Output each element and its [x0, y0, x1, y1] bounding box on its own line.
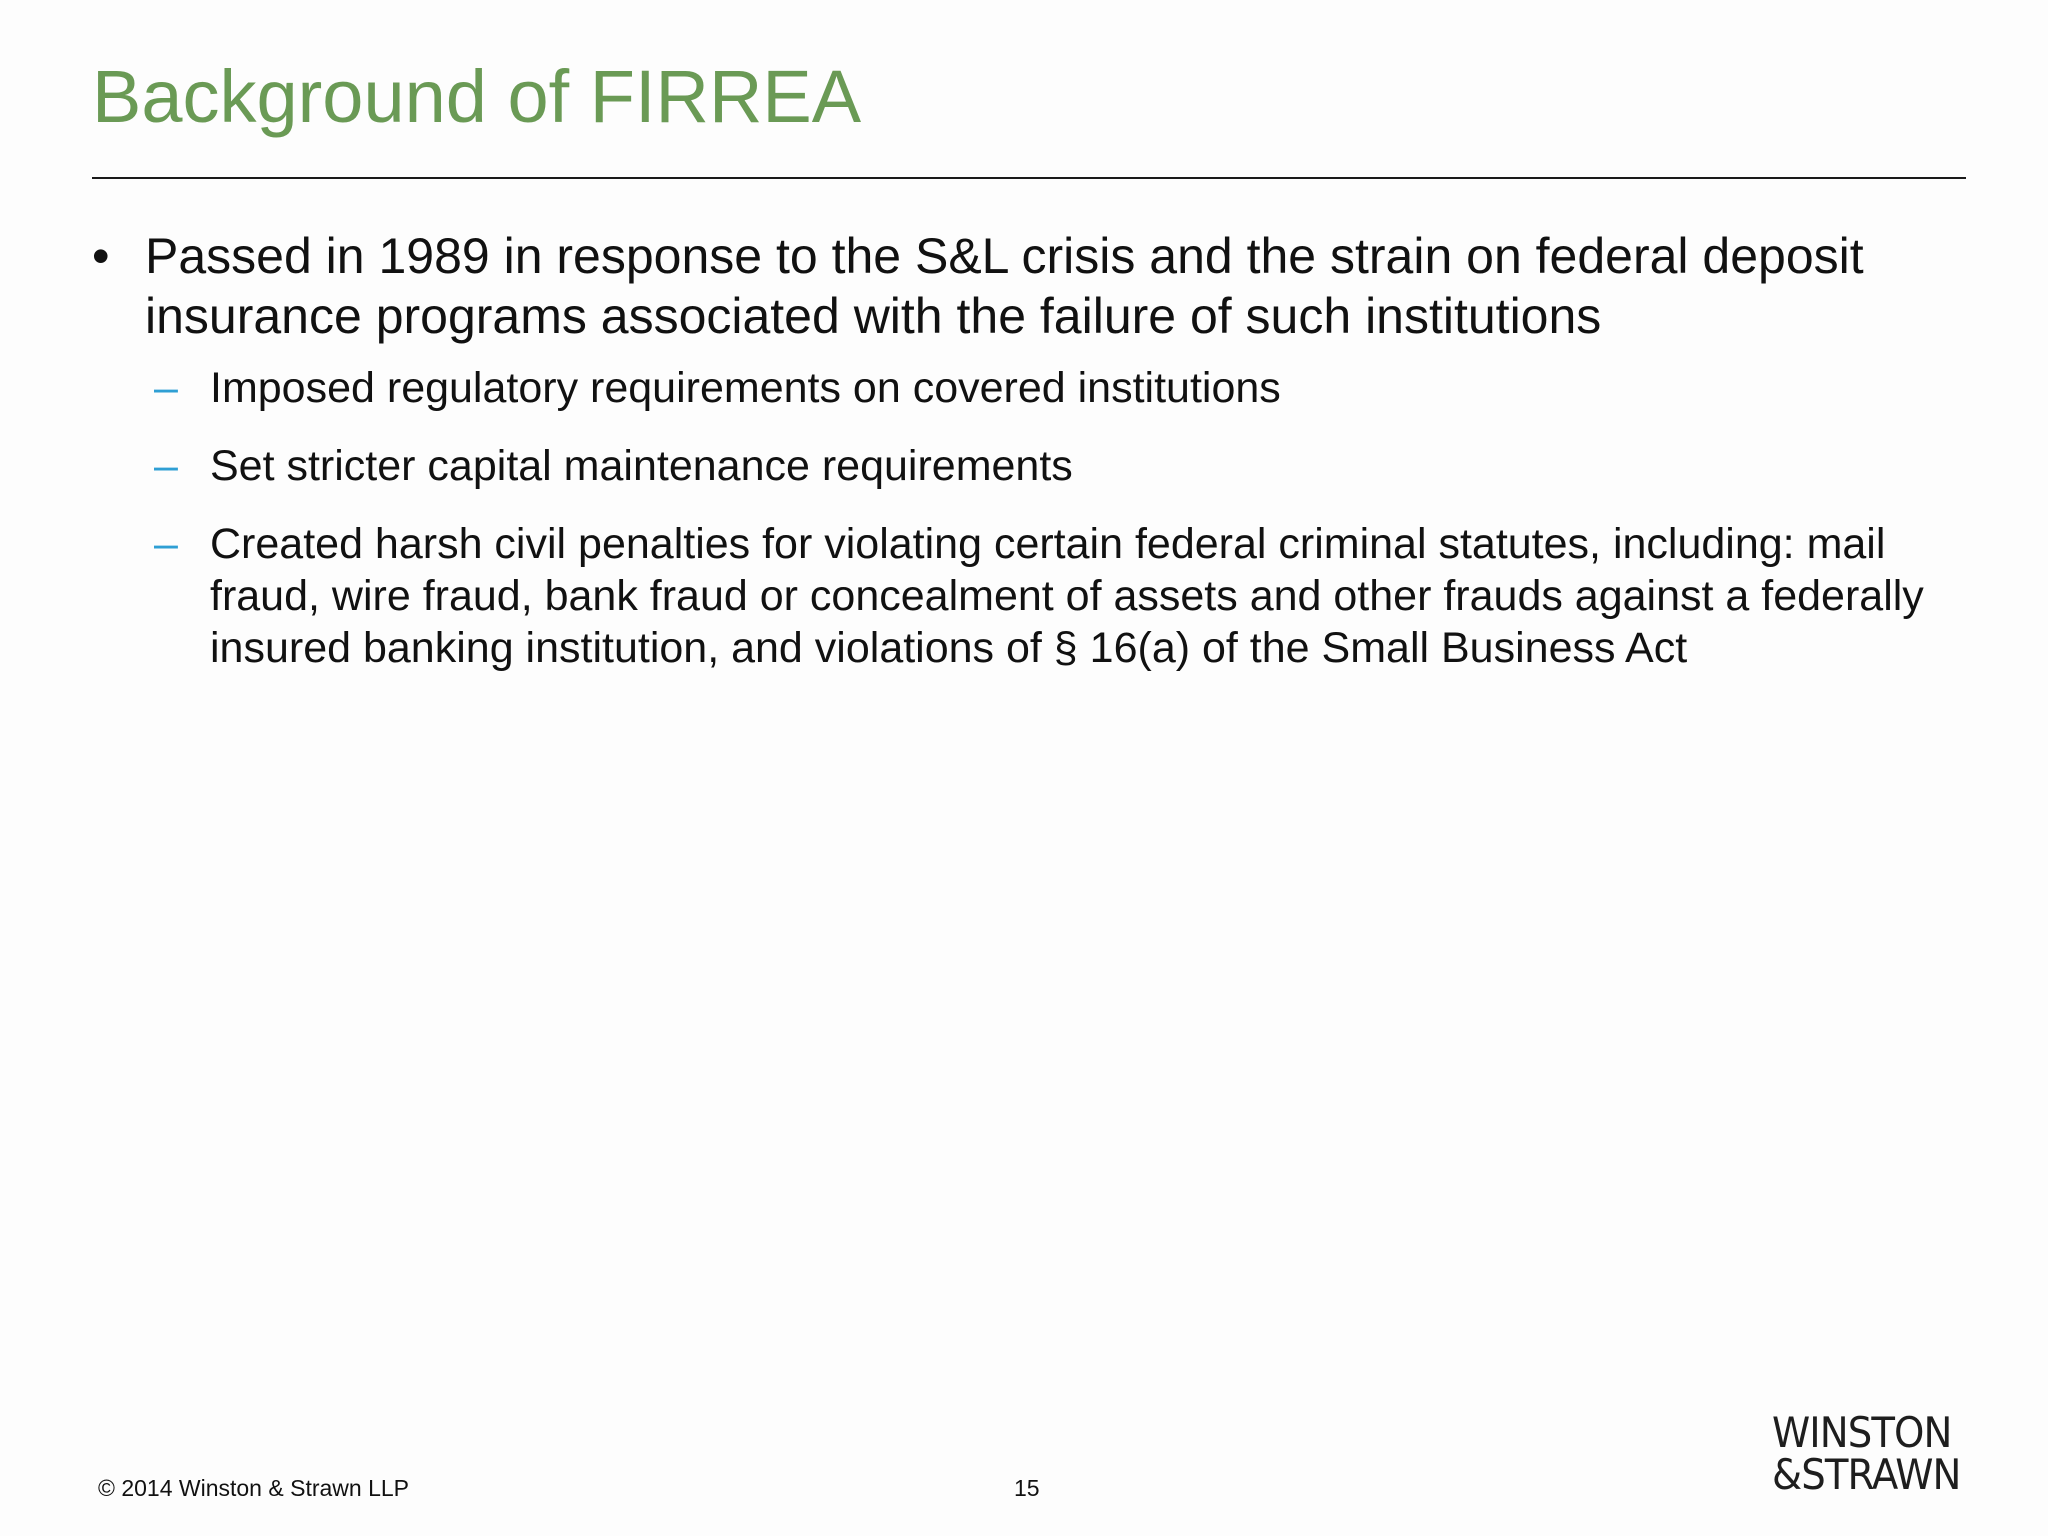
bullet-item	[92, 226, 1972, 346]
sub-bullet-item	[154, 440, 2034, 492]
sub-bullet-text: Created harsh civil penalties for violating certain federal criminal statutes, including: mail fraud, wire fraud, bank fraud or concealment of assets and other frauds against a federally insured banking institution, and violations of § 16(a) of the Small Business Act	[210, 520, 1924, 672]
page-number: 15	[1014, 1475, 1040, 1501]
logo-line-1: WINSTON	[1772, 1408, 1952, 1457]
sub-bullet-marker: –	[154, 520, 178, 568]
sub-bullet-marker: –	[154, 442, 178, 490]
sub-bullet-list	[92, 362, 1972, 674]
bullet-text: Passed in 1989 in response to the S&L crisis and the strain on federal deposit insurance programs associated with the failure of such institutions	[145, 228, 1864, 344]
sub-bullet-item	[154, 518, 2034, 674]
copyright-text: © 2014 Winston & Strawn LLP	[98, 1475, 409, 1501]
slide-title: Background of FIRREA	[92, 55, 862, 138]
sub-bullet-text: Set stricter capital maintenance requirements	[210, 442, 1073, 490]
slide-content	[92, 226, 1972, 700]
sub-bullet-marker: –	[154, 364, 178, 412]
title-divider	[92, 177, 1966, 179]
bullet-marker: •	[92, 228, 110, 284]
winston-strawn-logo	[1772, 1408, 1961, 1499]
sub-bullet-item	[154, 362, 2034, 414]
logo-line-2: &STRAWN	[1772, 1450, 1961, 1499]
sub-bullet-text: Imposed regulatory requirements on covered institutions	[210, 364, 1281, 412]
